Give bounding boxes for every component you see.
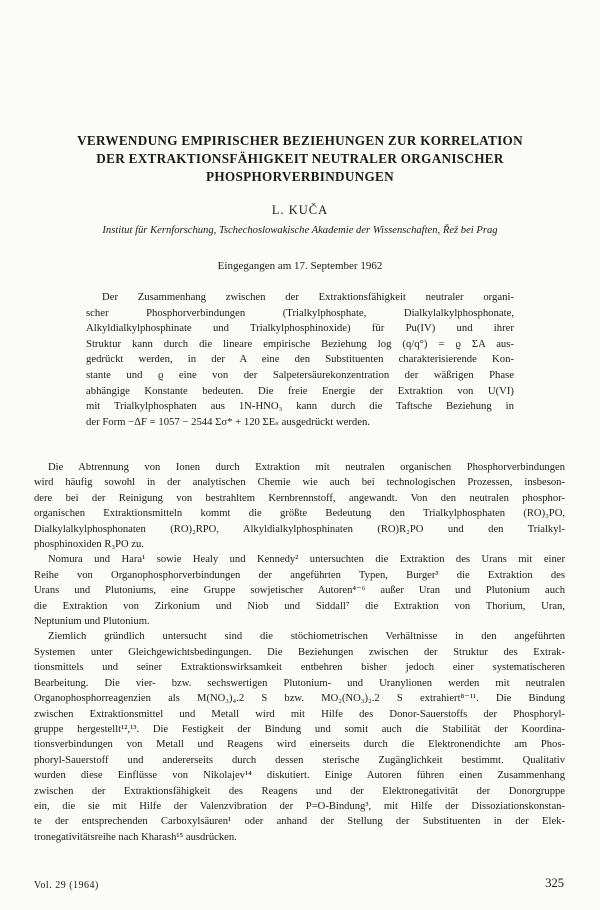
title-line-2: DER EXTRAKTIONSFÄHIGKEIT NEUTRALER ORGANISCHER — [96, 151, 504, 166]
body-line: zwischen der Extraktionsfähigkeit des Reagens und der Elektronegativität der Donorgruppe — [34, 785, 565, 797]
article-title — [40, 132, 560, 186]
body-line: wurden diese Einflüsse von Nikolajev¹⁴ diskutiert. Einige Autoren führen einen Zusammenhang — [34, 770, 565, 782]
body-line: organischen Extraktionsmitteln kommt die größte Bedeutung den Trialkylphosphaten (RO)₃PO, — [34, 508, 565, 520]
body-line: Die Abtrennung von Ionen durch Extraktion mit neutralen organischen Phosphorverbindungen — [48, 462, 565, 473]
body-text — [34, 460, 565, 845]
abstract-line: stante und ϱ eine von der Salpetersäurekonzentration der wäßrigen Phase — [86, 368, 514, 381]
title-line-3: PHOSPHORVERBINDUNGEN — [206, 169, 394, 184]
body-line: Organophosphorreagenzien als M(NO₃)₄.2 S bzw. MO₂(NO₃)₂.2 S extrahiert⁸⁻¹¹. Die Bindung — [34, 693, 565, 705]
body-line: Urans und Plutoniums, eine Gruppe sowjetischer Autoren⁴⁻⁶ außer Uran und Plutonium auch — [34, 585, 565, 597]
abstract-line: Der Zusammenhang zwischen der Extraktionsfähigkeit neutraler organi- — [102, 291, 514, 303]
journal-volume: Vol. 29 (1964) — [34, 880, 99, 891]
abstract — [86, 290, 514, 430]
body-line: die Extraktion von Zirkonium und Niob und Siddall⁷ die Extraktion von Thorium, Uran, — [34, 600, 565, 612]
abstract-line: scher Phosphorverbindungen (Trialkylphosphate, Dialkylalkylphosphonate, — [86, 306, 514, 319]
body-line: tronegativitätsreihe nach Kharash¹⁵ ausdrücken. — [34, 831, 237, 843]
abstract-line: gedrückt werden, in der A eine den Substituenten charakterisierende Kon- — [86, 353, 514, 366]
body-line: Ziemlich gründlich untersucht sind die stöchiometrischen Verhältnisse in den angeführten — [48, 631, 565, 643]
abstract-line: abhängige Konstante bedeuten. Die freie Energie der Extraktion von U(VI) — [86, 384, 514, 397]
body-line: Systemen unter Gleichgewichtsbedingungen. Die Beziehungen zwischen der Struktur des Extrak- — [34, 646, 565, 658]
abstract-line: Alkyldialkylphosphinate und Trialkylphosphinoxide) für Pu(IV) und ihrer — [86, 322, 514, 335]
body-line: gruppe hergestellt¹²,¹³. Die Festigkeit der Bindung und somit auch die Stabilität der Koordina- — [34, 723, 565, 735]
author-name: L. KUČA — [271, 203, 329, 217]
body-line: tionsverbindungen von Metall und Reagens wird einerseits durch die Elektronendichte am Phos- — [34, 739, 565, 751]
body-line: Nomura und Hara¹ sowie Healy und Kennedy² untersuchten die Extraktion des Urans mit einer — [48, 554, 565, 566]
abstract-line: mit Trialkylphosphaten aus 1N-HNO₃ kann durch die Taftsche Beziehung in — [86, 400, 514, 413]
author-affiliation: Institut für Kernforschung, Tschechoslowakische Akademie der Wissenschaften, Řež bei Prag — [102, 225, 498, 236]
page-number: 325 — [545, 876, 564, 890]
body-line: Neptunium und Plutonium. — [34, 616, 150, 628]
body-line: phoryl-Sauerstoff und andererseits durch dessen sterische Zugänglichkeit bestimmt. Qualitativ — [34, 754, 565, 766]
body-line: wird häufig sowohl in der analytischen Chemie wie auch bei technologischen Prozessen, insbeson- — [34, 477, 565, 489]
body-line: te der entsprechenden Carboxylsäuren¹ oder anhand der Stellung der Substituenten in der Elek- — [34, 816, 565, 828]
body-line: zwischen Extraktionsmittel und Metall wird mit Hilfe des Donor-Sauerstoffs der Phosphoryl- — [34, 708, 565, 720]
body-line: tionsmittels und seiner Extraktionswirksamkeit entbehren bisher jedoch einer systematischeren — [34, 662, 565, 674]
abstract-line: der Form −ΔF = 1057 − 2544 Σσ* + 120 ΣEₛ ausgedrückt werden. — [86, 415, 371, 428]
body-line: Bearbeitung. Die vier- bzw. sechswertigen Plutonium- und Uranylionen werden mit neutralen — [34, 677, 565, 689]
received-date: Eingegangen am 17. September 1962 — [217, 260, 383, 272]
abstract-line: Struktur kann durch die lineare empirische Beziehung log (q/q°) = ϱ ΣA aus- — [86, 337, 514, 350]
body-line: dere bei der Reinigung von bestrahltem Kernbrennstoff, angewandt. Von den neutralen phosphor- — [34, 492, 565, 504]
body-line: ein, die sie mit Hilfe der Valenzvibration der P=O-Bindung³, mit Hilfe der Dissoziationskonstan- — [34, 800, 565, 812]
body-line: Reihe von Organophosphorverbindungen der angeführten Typen, Burger³ die Extraktion des — [34, 569, 565, 581]
body-line: Dialkylalkylphosphonaten (RO)₂RPO, Alkyldialkylphosphinaten (RO)R₂PO und den Trialkyl- — [34, 523, 565, 535]
body-line: phosphinoxiden R₃PO zu. — [34, 539, 144, 551]
title-line-1: VERWENDUNG EMPIRISCHER BEZIEHUNGEN ZUR KORRELATION — [77, 133, 523, 148]
